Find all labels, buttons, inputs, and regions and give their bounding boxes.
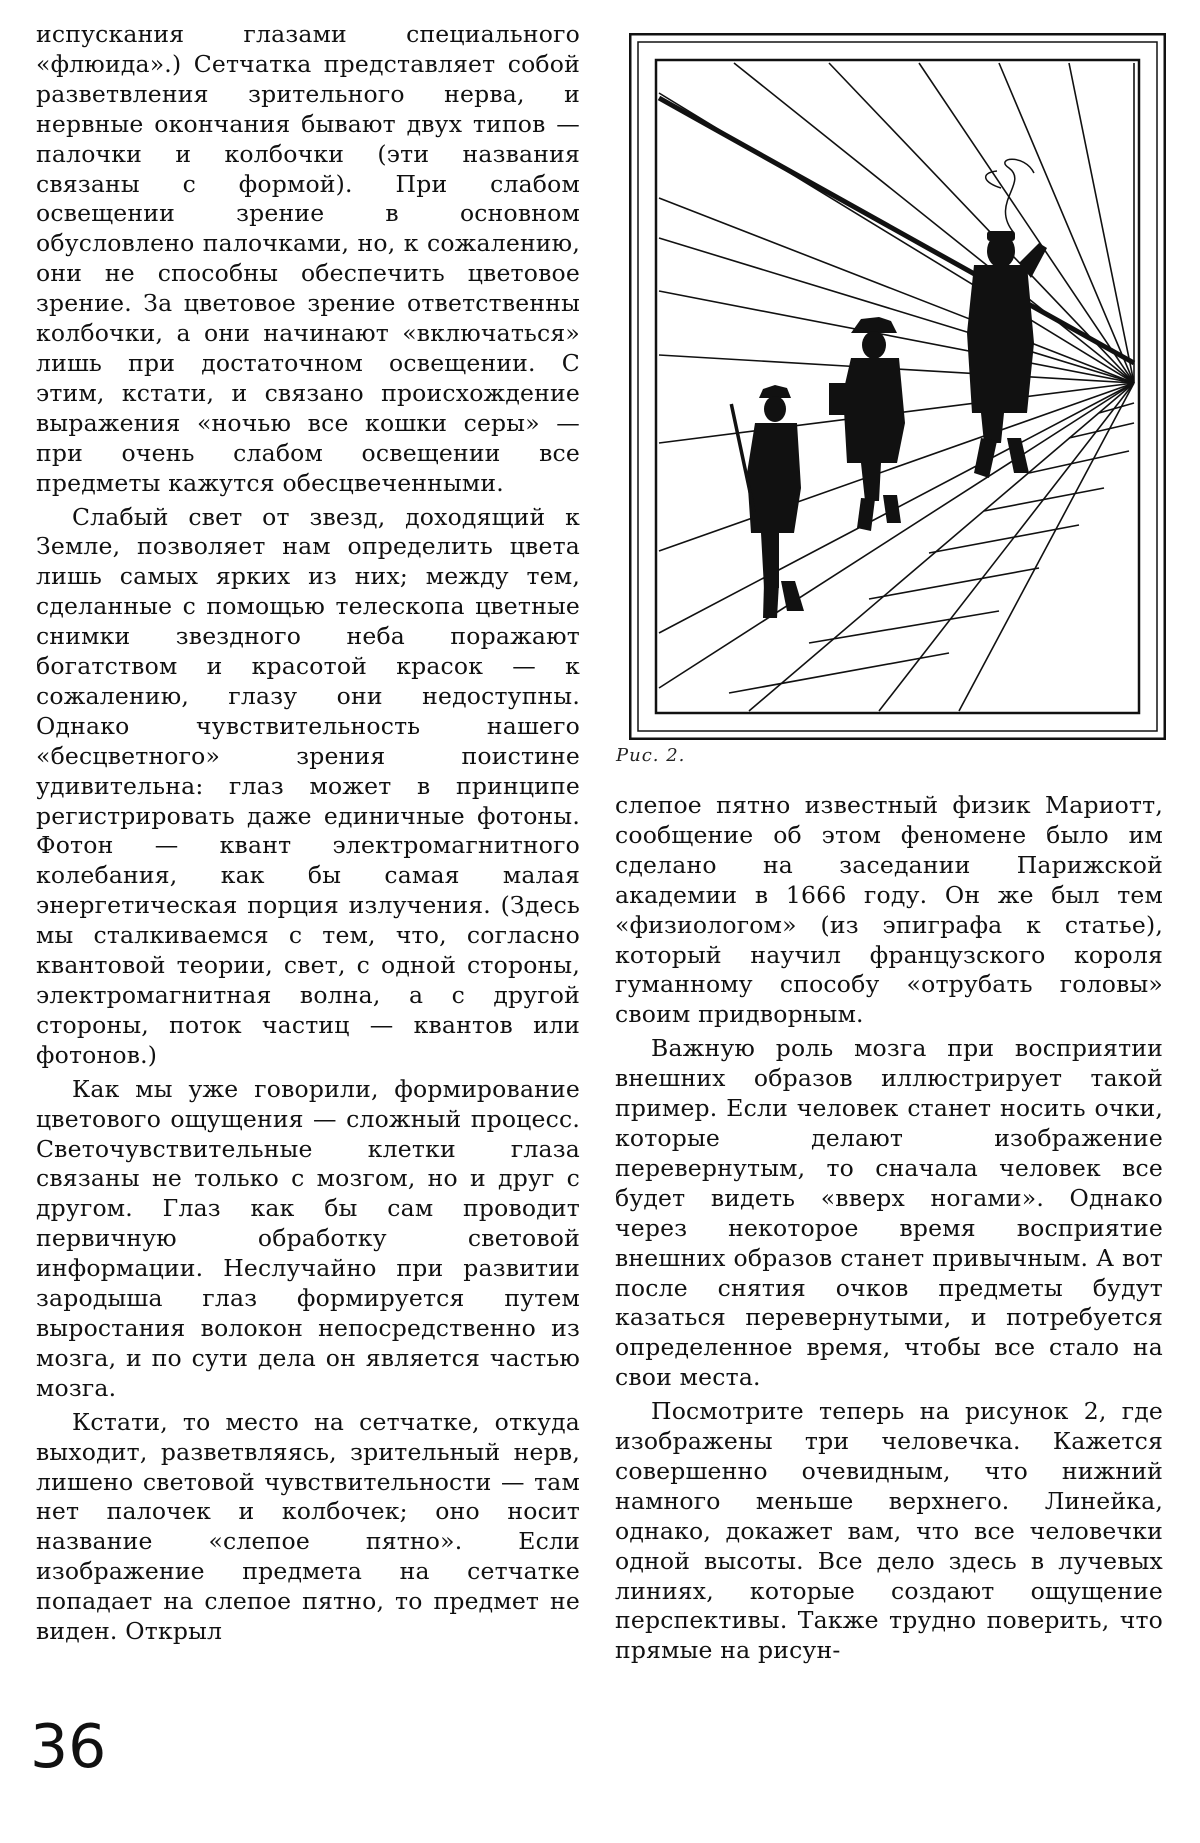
paragraph-7: Посмотрите теперь на рисунок 2, где изображены три человечка. Кажется совершенно очевидным, что нижний намного меньше верхнего. Линейка, однако, докажет вам, что все человечки одной высоты. Все дело здесь в лучевых линиях, которые создают ощущение перспективы. Также трудно поверить, что прямые на рисун- xyxy=(615,1397,1163,1665)
page-number: 36 xyxy=(30,1712,107,1782)
right-text-column xyxy=(615,791,1163,1666)
paragraph-6: Важную роль мозга при восприятии внешних образов иллюстрирует такой пример. Если человек станет носить очки, которые делают изображение перевернутым, то сначала человек все будет видеть «вверх ногами». Однако через некоторое время восприятие внешних образов станет привычным. А вот после снятия очков предметы будут казаться перевернутыми, и потребуется определенное время, чтобы все стало на свои места. xyxy=(615,1034,1163,1392)
figure-caption: Рис. 2. xyxy=(616,745,686,766)
figure-2-illustration xyxy=(629,33,1166,740)
perspective-illusion-drawing xyxy=(629,33,1166,740)
paragraph-1: испускания глазами специального «флюида».) Сетчатка представляет собой разветвления зрительного нерва, и нервные окончания бывают двух типов — палочки и колбочки (эти названия связаны с формой). При слабом освещении зрение в основном обусловлено палочками, но, к сожалению, они не способны обеспечить цветовое зрение. За цветовое зрение ответственны колбочки, а они начинают «включаться» лишь при достаточном освещении. С этим, кстати, и связано происхождение выражения «ночью все кошки серы» — при очень слабом освещении все предметы кажутся обесцвеченными. xyxy=(36,20,580,497)
paragraph-4: Кстати, то место на сетчатке, откуда выходит, разветвляясь, зрительный нерв, лишено световой чувствительности — там нет палочек и колбочек; оно носит название «слепое пятно». Если изображение предмета на сетчатке попадает на слепое пятно, то предмет не виден. Открыл xyxy=(36,1407,580,1646)
paragraph-5: слепое пятно известный физик Мариотт, сообщение об этом феномене было им сделано на заседании Парижской академии в 1666 году. Он же был тем «физиологом» (из эпиграфа к статье), который научил французского короля гуманному способу «отрубать головы» своим придворным. xyxy=(615,791,1163,1029)
paragraph-2: Слабый свет от звезд, доходящий к Земле, позволяет нам определить цвета лишь самых ярких из них; между тем, сделанные с помощью телескопа цветные снимки звездного неба поражают богатством и красотой красок — к сожалению, глазу они недоступны. Однако чувствительность нашего «бесцветного» зрения поистине удивительна: глаз может в принципе регистрировать даже единичные фотоны. Фотон — квант электромагнитного колебания, как бы самая малая энергетическая порция излучения. (Здесь мы сталкиваемся с тем, что, согласно квантовой теории, свет, с одной стороны, электромагнитная волна, а с другой стороны, поток частиц — квантов или фотонов.) xyxy=(36,502,580,1069)
paragraph-3: Как мы уже говорили, формирование цветового ощущения — сложный процесс. Светочувствительные клетки глаза связаны не только с мозгом, но и друг с другом. Глаз как бы сам проводит первичную обработку световой информации. Неслучайно при развитии зародыша глаз формируется путем выростания волокон непосредственно из мозга, и по сути дела он является частью мозга. xyxy=(36,1074,580,1402)
left-text-column xyxy=(36,20,580,1647)
